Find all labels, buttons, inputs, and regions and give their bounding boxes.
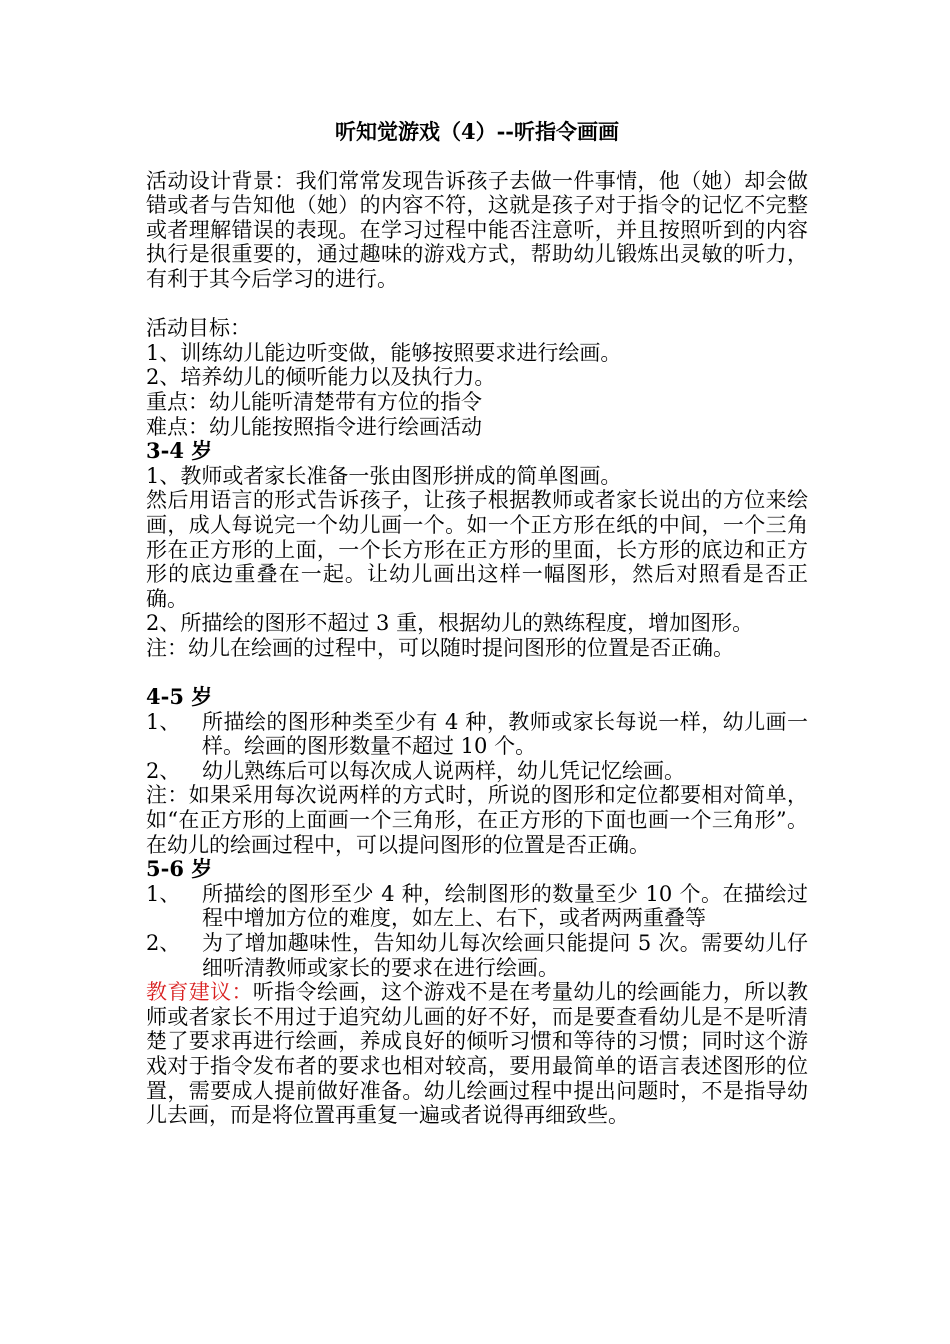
goals-heading: 活动目标： — [146, 316, 251, 341]
age-3-4-step-1: 1、教师或者家长准备一张由图形拼成的简单图画。 — [146, 463, 622, 488]
list-item — [146, 759, 808, 784]
blank-line — [146, 292, 808, 317]
age-3-4-step-2: 2、所描绘的图形不超过 3 重，根据幼儿的熟练程度，增加图形。 — [146, 611, 754, 636]
age-heading-5-6: 5-6 岁 — [146, 856, 213, 882]
list-item — [146, 710, 808, 759]
age-heading-4-5: 4-5 岁 — [146, 684, 213, 710]
age-heading-3-4: 3-4 岁 — [146, 438, 213, 464]
document-page — [146, 120, 808, 1128]
list-item-number: 1、 — [146, 881, 181, 906]
list-item — [146, 931, 808, 980]
key-point: 重点：幼儿能听清楚带有方位的指令 — [146, 389, 482, 414]
advice-label: 教育建议： — [146, 980, 253, 1005]
goal-item: 1、训练幼儿能边听变做，能够按照要求进行绘画。 — [146, 340, 622, 365]
list-item-text: 所描绘的图形至少 4 种，绘制图形的数量至少 10 个。在描绘过程中增加方位的难度，如左上、右下，或者两两重叠等 — [202, 881, 808, 931]
list-item — [146, 882, 808, 931]
advice-text: 听指令绘画，这个游戏不是在考量幼儿的绘画能力，所以教师或者家长不用过于追究幼儿画的好不好，而是要查看幼儿是不是听清楚了要求再进行绘画，养成良好的倾听习惯和等待的习惯；同时这个游戏对于指令发布者的要求也相对较高，要用最简单的语言表述图形的位置，需要成人提前做好准备。幼儿绘画过程中提出问题时，不是指导幼儿去画，而是将位置再重复一遍或者说得再细致些。 — [146, 980, 809, 1128]
list-item-number: 2、 — [146, 758, 181, 783]
difficulty-point: 难点：幼儿能按照指令进行绘画活动 — [146, 414, 482, 439]
list-item-number: 2、 — [146, 931, 181, 955]
list-item-text: 所描绘的图形种类至少有 4 种，教师或家长每说一样，幼儿画一样。绘画的图形数量不超过 10 个。 — [202, 709, 808, 759]
age-3-4-note: 注：幼儿在绘画的过程中，可以随时提问图形的位置是否正确。 — [146, 635, 734, 660]
age-3-4-description: 然后用语言的形式告诉孩子，让孩子根据教师或者家长说出的方位来绘画，成人每说完一个幼儿画一个。如一个正方形在纸的中间，一个三角形在正方形的上面，一个长方形在正方形的里面，长方形的底边和正方形的底边重叠在一起。让幼儿画出这样一幅图形，然后对照看是否正确。 — [146, 488, 808, 611]
goal-item: 2、培养幼儿的倾听能力以及执行力。 — [146, 365, 496, 390]
background-paragraph: 活动设计背景：我们常常发现告诉孩子去做一件事情，他（她）却会做错或者与告知他（她）的内容不符，这就是孩子对于指令的记忆不完整或者理解错误的表现。在学习过程中能否注意听，并且按照听到的内容执行是很重要的，通过趣味的游戏方式，帮助幼儿锻炼出灵敏的听力，有利于其今后学习的进行。 — [146, 168, 808, 291]
education-advice — [146, 980, 808, 1128]
document-title: 听知觉游戏（4）--听指令画画 — [334, 119, 620, 144]
age-4-5-note: 注：如果采用每次说两样的方式时，所说的图形和定位都要相对简单，如“在正方形的上面画一个三角形，在正方形的下面也画一个三角形”。在幼儿的绘画过程中，可以提问图形的位置是否正确。 — [146, 783, 808, 857]
list-item-text: 为了增加趣味性，告知幼儿每次绘画只能提问 5 次。需要幼儿仔细听清教师或家长的要求在进行绘画。 — [202, 931, 808, 980]
list-item-text: 幼儿熟练后可以每次成人说两样，幼儿凭记忆绘画。 — [202, 758, 685, 783]
blank-line — [146, 660, 808, 685]
list-item-number: 1、 — [146, 709, 181, 734]
